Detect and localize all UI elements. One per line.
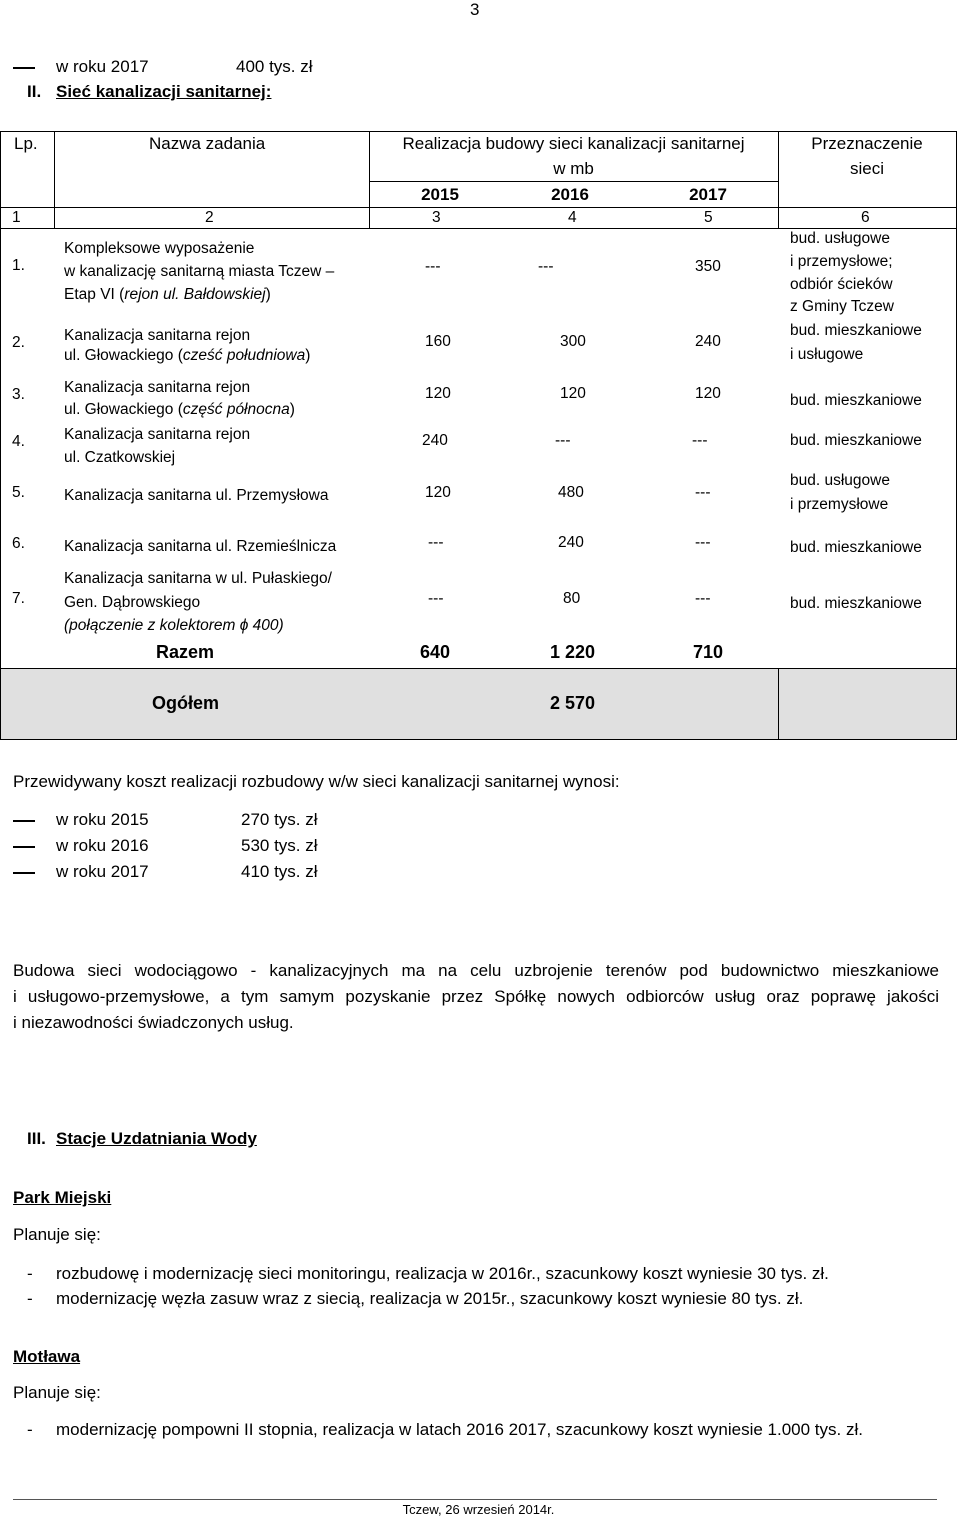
row-name: ul. Głowackiego (cześć południowa)	[64, 347, 311, 364]
row-lp: 2.	[12, 334, 25, 351]
row-purpose: bud. usługowe	[790, 230, 890, 247]
row-name: ul. Głowackiego (część północna)	[64, 401, 295, 418]
bullet-dash	[13, 846, 35, 848]
row-2017: 350	[695, 258, 721, 275]
row-purpose: bud. mieszkaniowe	[790, 539, 922, 556]
row-purpose: odbiór ścieków	[790, 276, 893, 293]
row-2016: ---	[555, 432, 571, 449]
row-2016: 120	[560, 385, 586, 402]
row-2017: 120	[695, 385, 721, 402]
header-przeznaczenie-2: sieci	[849, 159, 884, 178]
row-2016: ---	[538, 258, 554, 275]
row-name: Kanalizacja sanitarna ul. Przemysłowa	[64, 487, 329, 504]
col-number: 2	[205, 209, 214, 226]
row-purpose: i przemysłowe	[790, 496, 889, 513]
cost-amount: 410 tys. zł	[241, 862, 318, 881]
cost-amount: 530 tys. zł	[241, 836, 318, 855]
col-number: 5	[704, 209, 713, 226]
row-lp: 3.	[12, 386, 25, 403]
row-2016: 300	[560, 333, 586, 350]
row-name: Etap VI (rejon ul. Bałdowskiej)	[64, 286, 271, 303]
row-lp: 4.	[12, 433, 25, 450]
cost-year: w roku 2017	[56, 862, 149, 881]
cost-year: w roku 2015	[56, 810, 149, 829]
col-number: 4	[568, 209, 577, 226]
row-2017: ---	[692, 432, 708, 449]
table-line	[54, 131, 55, 228]
section-3-number: III.	[27, 1129, 46, 1148]
row-name: Kanalizacja sanitarna ul. Rzemieślnicza	[64, 538, 337, 555]
row-2017: ---	[695, 484, 711, 501]
page-number: 3	[470, 0, 480, 19]
row-2015: ---	[428, 534, 444, 551]
cost-year: w roku 2016	[56, 836, 149, 855]
row-name: Kanalizacja sanitarna rejon	[64, 379, 251, 396]
list-bullet: -	[27, 1289, 33, 1308]
col-number: 3	[432, 209, 441, 226]
row-lp: 6.	[12, 535, 25, 552]
row-name: Kanalizacja sanitarna rejon	[64, 327, 251, 344]
top-item-amount: 400 tys. zł	[236, 57, 313, 76]
row-2016: 240	[558, 534, 584, 551]
list-item: rozbudowę i modernizację sieci monitoringu, realizacja w 2016r., szacunkowy koszt wyniesie 30 tys. zł.	[56, 1264, 829, 1283]
row-purpose: z Gminy Tczew	[790, 298, 894, 315]
list-bullet: -	[27, 1264, 33, 1283]
totals-shade	[1, 668, 957, 740]
row-2017: 240	[695, 333, 721, 350]
header-realizacja-1: Realizacja budowy sieci kanalizacji sanitarnej	[402, 134, 745, 153]
header-2017: 2017	[689, 185, 727, 204]
bullet-dash	[13, 67, 35, 69]
row-purpose: bud. mieszkaniowe	[790, 392, 922, 409]
park-title: Park Miejski	[13, 1188, 112, 1207]
section-3-title: Stacje Uzdatniania Wody	[56, 1129, 257, 1148]
razem-2017: 710	[693, 642, 724, 662]
bullet-dash	[13, 820, 35, 822]
header-2015: 2015	[421, 185, 459, 204]
row-lp: 7.	[12, 590, 25, 607]
row-purpose: i przemysłowe;	[790, 253, 893, 270]
table-line	[0, 207, 957, 208]
row-2015: 120	[425, 484, 451, 501]
motlawa-title: Motława	[13, 1347, 81, 1366]
row-purpose: bud. mieszkaniowe	[790, 432, 922, 449]
razem-2015: 640	[420, 642, 451, 662]
ogolem-value: 2 570	[550, 693, 596, 713]
col-number: 1	[12, 209, 21, 226]
row-2015: 160	[425, 333, 451, 350]
paragraph-line: i niezawodności świadczonych usług.	[13, 1013, 294, 1032]
cost-amount: 270 tys. zł	[241, 810, 318, 829]
row-purpose: bud. mieszkaniowe	[790, 595, 922, 612]
row-name: Kanalizacja sanitarna rejon	[64, 426, 251, 443]
footer-text: Tczew, 26 wrzesień 2014r.	[402, 1502, 555, 1517]
paragraph-line: i usługowo-przemysłowe, a tym samym pozyskanie przez Spółkę nowych odbiorców usług oraz poprawę jakości	[13, 987, 939, 1006]
header-2016: 2016	[551, 185, 589, 204]
header-name: Nazwa zadania	[149, 134, 266, 153]
paragraph-line: Budowa sieci wodociągowo - kanalizacyjnych ma na celu uzbrojenie terenów pod budownictwo mieszkaniowe	[13, 961, 939, 980]
razem-label: Razem	[156, 642, 215, 662]
park-plan: Planuje się:	[13, 1225, 101, 1244]
row-2017: ---	[695, 534, 711, 551]
row-purpose: bud. mieszkaniowe	[790, 322, 922, 339]
table-line	[778, 668, 779, 740]
row-2017: ---	[695, 590, 711, 607]
row-2015: ---	[428, 590, 444, 607]
row-name: Kanalizacja sanitarna w ul. Pułaskiego/	[64, 570, 332, 587]
header-lp: Lp.	[14, 134, 38, 153]
row-name: (połączenie z kolektorem ϕ 400)	[64, 617, 284, 634]
row-2015: 240	[422, 432, 448, 449]
row-name: w kanalizację sanitarną miasta Tczew –	[64, 263, 335, 280]
table-border-left	[0, 131, 1, 740]
section-2-number: II.	[27, 82, 42, 101]
row-name: ul. Czatkowskiej	[64, 449, 176, 466]
table-border-bottom	[0, 739, 957, 740]
row-lp: 1.	[12, 257, 25, 274]
list-bullet: -	[27, 1420, 33, 1439]
row-purpose: i usługowe	[790, 346, 864, 363]
table-line	[369, 181, 778, 182]
row-2015: ---	[425, 258, 441, 275]
top-item-label: w roku 2017	[56, 57, 149, 76]
table-border-right	[956, 131, 957, 740]
razem-2016: 1 220	[550, 642, 596, 662]
section-2-title: Sieć kanalizacji sanitarnej:	[56, 82, 272, 101]
table-line	[0, 228, 957, 229]
motlawa-plan: Planuje się:	[13, 1383, 101, 1402]
bullet-dash	[13, 872, 35, 874]
col-number: 6	[861, 209, 870, 226]
row-2015: 120	[425, 385, 451, 402]
row-lp: 5.	[12, 484, 25, 501]
row-2016: 80	[563, 590, 581, 607]
list-item: modernizację węzła zasuw wraz z siecią, realizacja w 2015r., szacunkowy koszt wyniesie 80 tys. zł.	[56, 1289, 804, 1308]
row-name: Kompleksowe wyposażenie	[64, 240, 255, 257]
row-purpose: bud. usługowe	[790, 472, 890, 489]
header-przeznaczenie-1: Przeznaczenie	[811, 134, 923, 153]
ogolem-label: Ogółem	[152, 693, 220, 713]
table-border-top	[0, 131, 957, 132]
header-realizacja-2: w mb	[553, 159, 594, 178]
row-2016: 480	[558, 484, 584, 501]
footer-rule	[13, 1499, 937, 1500]
row-name: Gen. Dąbrowskiego	[64, 594, 201, 611]
table-line	[0, 668, 957, 669]
list-item: modernizację pompowni II stopnia, realizacja w latach 2016 2017, szacunkowy koszt wyniesie 1.000 tys. zł.	[56, 1420, 863, 1439]
cost-intro: Przewidywany koszt realizacji rozbudowy w/w sieci kanalizacji sanitarnej wynosi:	[13, 772, 620, 791]
